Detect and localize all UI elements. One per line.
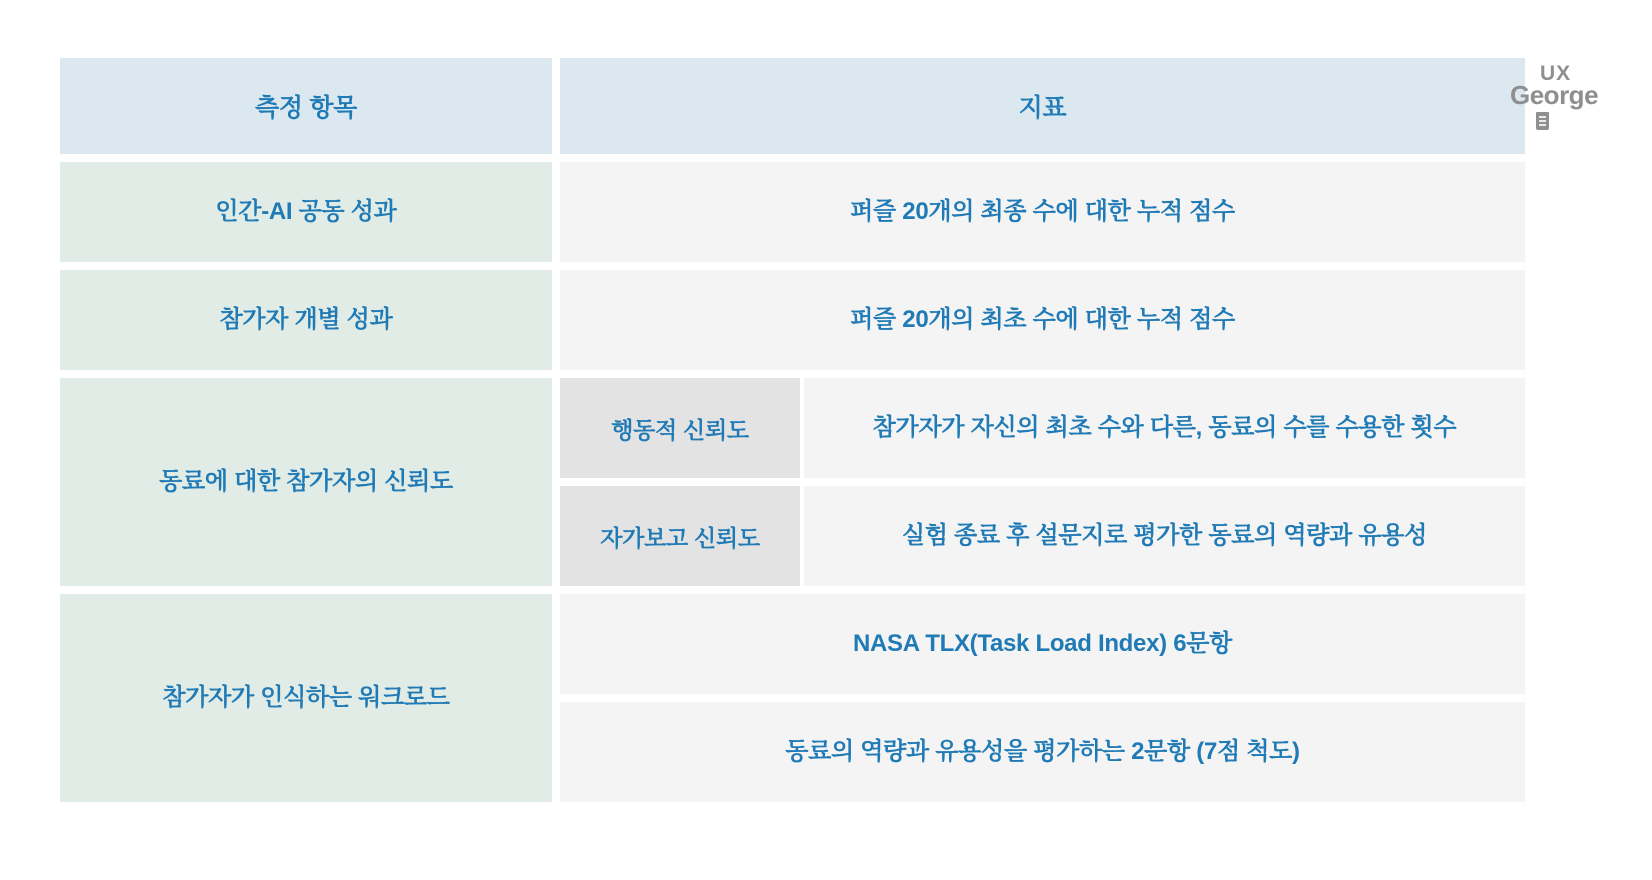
subrow-desc-cell <box>804 486 1525 586</box>
header-cell-metric-group <box>560 58 1525 154</box>
row-item-label: 인간-AI 공동 성과 <box>215 197 397 225</box>
header-cell-metric <box>560 58 1525 154</box>
row-item-cell <box>60 378 552 586</box>
row-item-cell <box>60 162 552 262</box>
table-row <box>60 378 1525 586</box>
row-metric-group <box>560 378 1525 586</box>
subrow-label-cell <box>560 486 800 586</box>
header-label-metric: 지표 <box>1018 94 1067 122</box>
header-cell-item <box>60 58 552 154</box>
table-row <box>60 594 1525 802</box>
subrow-desc: 실험 종료 후 설문지로 평가한 동료의 역량과 유용성 <box>901 521 1428 549</box>
subrow-desc-cell <box>804 378 1525 478</box>
logo-main-text: George <box>1510 80 1599 110</box>
row-metric-label: 퍼즐 20개의 최종 수에 대한 누적 점수 <box>850 197 1235 225</box>
row-subrow <box>560 486 1525 586</box>
logo-top-text: UX <box>1540 62 1572 85</box>
book-icon <box>1536 112 1549 130</box>
row-metric-cell <box>560 270 1525 370</box>
row-metric-label: 퍼즐 20개의 최초 수에 대한 누적 점수 <box>850 305 1235 333</box>
row-metric-cell <box>560 594 1525 694</box>
table-header-row <box>60 58 1525 154</box>
subrow-label: 행동적 신뢰도 <box>611 416 749 443</box>
measurement-table <box>60 58 1525 802</box>
row-subrow <box>560 378 1525 478</box>
header-label-item: 측정 항목 <box>254 94 358 122</box>
row-item-cell <box>60 270 552 370</box>
row-metric-cell <box>560 702 1525 802</box>
row-metric-group <box>560 270 1525 370</box>
row-item-label: 참가자 개별 성과 <box>219 305 393 333</box>
subrow-desc: 참가자가 자신의 최초 수와 다른, 동료의 수를 수용한 횟수 <box>872 413 1457 441</box>
row-metric-group <box>560 162 1525 262</box>
subrow-label: 자가보고 신뢰도 <box>600 524 760 551</box>
row-item-cell <box>60 594 552 802</box>
row-metric-label: 동료의 역량과 유용성을 평가하는 2문항 (7점 척도) <box>785 737 1300 765</box>
table-row <box>60 270 1525 370</box>
subrow-label-cell <box>560 378 800 478</box>
row-metric-group <box>560 594 1525 802</box>
row-metric-cell <box>560 162 1525 262</box>
row-item-label: 참가자가 인식하는 워크로드 <box>162 683 450 711</box>
row-metric-label: NASA TLX(Task Load Index) 6문항 <box>852 629 1233 657</box>
table-row <box>60 162 1525 262</box>
row-item-label: 동료에 대한 참가자의 신뢰도 <box>159 467 453 495</box>
ux-george-logo <box>1510 62 1599 146</box>
